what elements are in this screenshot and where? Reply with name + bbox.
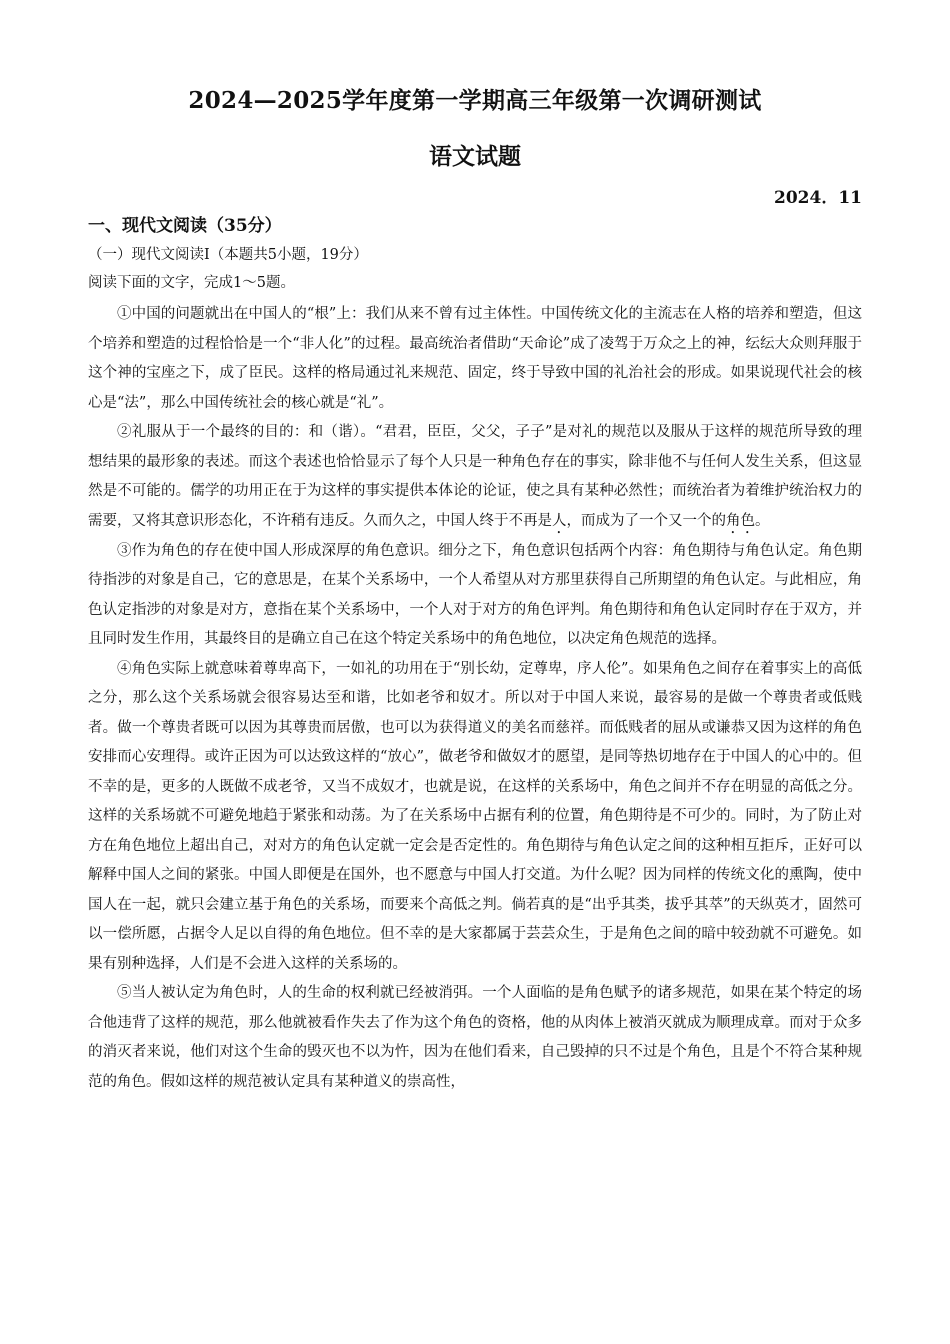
emphasis-word-person: 人 [552,512,567,529]
exam-date: 2024．11 [774,188,862,208]
section-heading: 一、现代文阅读（35分） [88,216,282,236]
paragraph-5: ⑤当人被认定为角色时，人的生命的权利就已经被消弭。一个人面临的是角色赋予的诸多规范，如果在某个特定的场合他违背了这样的规范，那么他就被看作失去了作为这个角色的资格，他的从肉体上被消灭就成为顺理成章。而对于众多的消灭者来说，他们对这个生命的毁灭也不以为忤，因为在他们看来，自己毁掉的只不过是个角色，且是个不符合某种规范的角色。假如这样的规范被认定具有某种道义的崇高性， [88,985,862,1090]
paragraph-2-text-a: ②礼服从于一个最终的目的：和（谐）。“君君，臣臣，父父，子子”是对礼的规范以及服从于这样的规范所导致的理想结果的最形象的表述。而这个表述也恰恰显示了每个人只是一种角色存在的事实，除非他不与任何人发生关系，但这显然是不可能的。儒学的功用正在于为这样的事实提供本体论的论证，使之具有某种必然性；而统治者为着维护统治权力的需要，又将其意识形态化，不许稍有违反。久而久之，中国人终于不再是 [88,424,862,529]
reading-passage [88,300,862,1097]
paragraph-3: ③作为角色的存在使中国人形成深厚的角色意识。细分之下，角色意识包括两个内容：角色期待与角色认定。角色期待指涉的对象是自己，它的意思是，在某个关系场中，一个人希望从对方那里获得自己所期望的角色认定。与此相应，角色认定指涉的对象是对方，意指在某个关系场中，一个人对于对方的角色评判。角色期待和角色认定同时存在于双方，并且同时发生作用，其最终目的是确立自己在这个特定关系场中的角色地位，以决定角色规范的选择。 [88,542,862,647]
paragraph-1: ①中国的问题就出在中国人的“根”上：我们从来不曾有过主体性。中国传统文化的主流志在人格的培养和塑造，但这个培养和塑造的过程恰恰是一个“非人化”的过程。最高统治者借助“天命论”成了凌驾于万众之上的神，纭纭大众则拜服于这个神的宝座之下，成了臣民。这样的格局通过礼来规范、固定，终于导致中国的礼治社会的形成。如果说现代社会的核心是“法”，那么中国传统社会的核心就是“礼”。 [88,306,862,411]
paragraph-2 [88,418,862,537]
reading-instruction: 阅读下面的文字，完成1～5题。 [88,275,295,291]
emphasis-word-role: 角色 [726,512,755,529]
exam-subtitle: 语文试题 [429,143,521,170]
paragraph-4: ④角色实际上就意味着尊卑高下，一如礼的功用在于“别长幼，定尊卑，序人伦”。如果角色之间存在着事实上的高低之分，那么这个关系场就会很容易达至和谐，比如老爷和奴才。所以对于中国人来说，最容易的是做一个尊贵者或低贱者。做一个尊贵者既可以因为其尊贵而居傲，也可以为获得道义的美名而慈祥。而低贱者的屈从或谦恭又因为这样的角色安排而心安理得。或许正因为可以达致这样的“放心”，做老爷和做奴才的愿望，是同等热切地存在于中国人的心中的。但不幸的是，更多的人既做不成老爷，又当不成奴才，也就是说，在这样的关系场中，角色之间并不存在明显的高低之分。这样的关系场就不可避免地趋于紧张和动荡。为了在关系场中占据有利的位置，角色期待是不可少的。同时，为了防止对方在角色地位上超出自己，对对方的角色认定就一定会是否定性的。角色期待与角色认定之间的这种相互拒斥，正好可以解释中国人之间的紧张。中国人即便是在国外，也不愿意与中国人打交道。为什么呢？因为同样的传统文化的熏陶，使中国人在一起，就只会建立基于角色的关系场，而要来个高低之判。倘若真的是“出乎其类，拔乎其萃”的天纵英才，固然可以一偿所愿，占据令人足以自得的角色地位。但不幸的是大家都属于芸芸众生，于是角色之间的暗中较劲就不可避免。如果有别种选择，人们是不会进入这样的关系场的。 [88,660,862,972]
paragraph-2-text-b: ，而成为了一个又一个的 [566,512,726,529]
paragraph-2-text-c: 。 [755,512,770,529]
sub-section-heading: （一）现代文阅读Ⅰ（本题共5小题，19分） [88,247,368,263]
exam-title: 2024—2025学年度第一学期高三年级第一次调研测试 [188,87,762,114]
